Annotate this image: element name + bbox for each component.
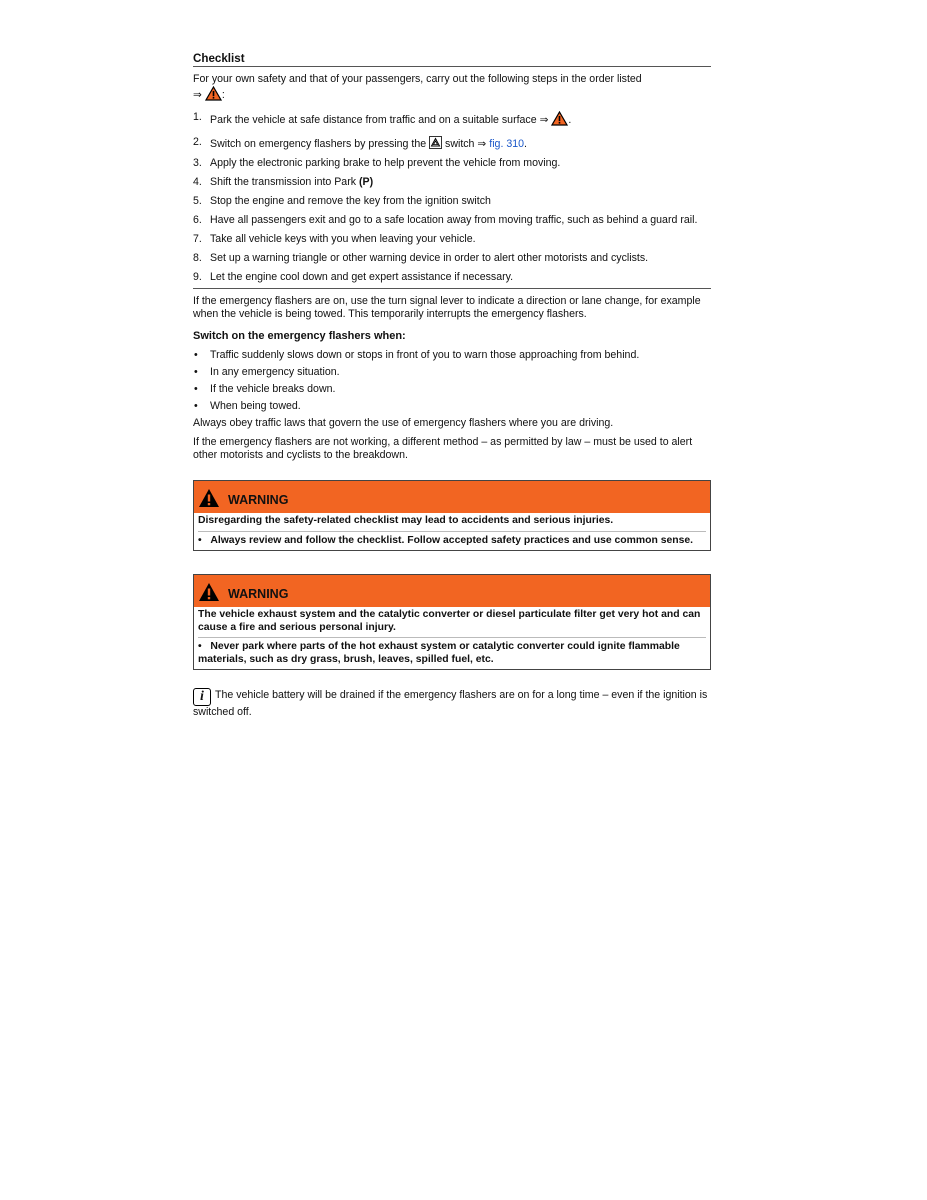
step-number: 4. xyxy=(193,176,202,188)
warning-title: WARNING xyxy=(228,586,289,601)
warning-box xyxy=(193,480,711,551)
list-item xyxy=(193,233,711,246)
list-item xyxy=(193,214,711,227)
park-symbol: (P) xyxy=(358,176,374,188)
info-icon: i xyxy=(193,688,211,706)
warning-triangle-icon xyxy=(198,582,220,602)
list-item xyxy=(193,176,711,189)
page-content xyxy=(193,52,711,719)
switch-on-heading: Switch on the emergency flashers when: xyxy=(193,330,406,342)
step-text: Have all passengers exit and go to a safe location away from moving traffic, such as behind a guard rail. xyxy=(210,214,698,226)
step-text: Let the engine cool down and get expert assistance if necessary. xyxy=(210,271,514,283)
list-item xyxy=(193,400,711,413)
step-text: Switch on emergency flashers by pressing the xyxy=(210,138,427,150)
bullet-dot: • xyxy=(194,400,198,412)
intro-colon: : xyxy=(221,89,225,101)
warning-body xyxy=(194,607,710,669)
step-text: Set up a warning triangle or other warning device in order to alert other motorists and cyclists. xyxy=(210,252,649,264)
step-text: Take all vehicle keys with you when leaving your vehicle. xyxy=(210,233,476,245)
warning-triangle-icon xyxy=(205,86,222,101)
obey-laws-text: Always obey traffic laws that govern the use of emergency flashers where you are driving. xyxy=(193,417,614,429)
divider xyxy=(193,288,711,289)
step-text-switch: switch xyxy=(445,138,475,150)
step-text: Park the vehicle at safe distance from traffic and on a suitable surface xyxy=(210,114,537,126)
warning-header xyxy=(194,481,710,513)
step-number: 3. xyxy=(193,157,202,169)
intro-text: For your own safety and that of your passengers, carry out the following steps in the order listed xyxy=(193,73,642,85)
list-item xyxy=(193,195,711,208)
list-item xyxy=(193,157,711,170)
list-item xyxy=(193,252,711,265)
step-text: Shift the transmission into Park xyxy=(210,176,357,188)
warning-action-text: Never park where parts of the hot exhaust system or catalytic converter could ignite flammable materials, such as dry grass, brush, leaves, spilled fuel, etc. xyxy=(198,641,680,665)
bullet-text: If the vehicle breaks down. xyxy=(210,383,336,395)
list-item xyxy=(193,383,711,396)
arrow-symbol: ⇒ xyxy=(193,89,202,101)
warning-action: • Always review and follow the checklist. Follow accepted safety practices and use common sense. xyxy=(198,534,694,546)
step-end: . xyxy=(524,138,527,150)
turn-signal-note: If the emergency flashers are on, use the turn signal lever to indicate a direction or lane change, for example when the vehicle is being towed. This temporarily interrupts the emergency flashers. xyxy=(193,295,701,320)
bullet-text: When being towed. xyxy=(210,400,301,412)
bullet-dot: • xyxy=(194,383,198,395)
list-item xyxy=(193,366,711,379)
bullet-dot: • xyxy=(194,349,198,361)
step-number: 5. xyxy=(193,195,202,207)
bullet-text: In any emergency situation. xyxy=(210,366,340,378)
step-number: 9. xyxy=(193,271,202,283)
list-item xyxy=(193,349,711,362)
switch-on-list xyxy=(193,349,711,413)
arrow-symbol: ⇒ xyxy=(477,138,487,150)
checklist-heading: Checklist xyxy=(193,52,711,67)
warning-header xyxy=(194,575,710,607)
fig-310-link[interactable]: fig. 310 xyxy=(489,138,525,150)
list-item xyxy=(193,271,711,284)
warning-title: WARNING xyxy=(228,492,289,507)
warning-body xyxy=(194,513,710,550)
step-text: Stop the engine and remove the key from the ignition switch xyxy=(210,195,491,207)
step-number: 2. xyxy=(193,136,202,148)
hazard-switch-icon xyxy=(429,136,442,149)
arrow-symbol: ⇒ xyxy=(539,114,549,126)
bullet-text: Traffic suddenly slows down or stops in front of you to warn those approaching from behind. xyxy=(210,349,640,361)
list-item: 1. Park the vehicle at safe distance from traffic and on a suitable surface ⇒ . xyxy=(193,111,572,126)
warning-triangle-icon xyxy=(198,488,220,508)
warning-statement: The vehicle exhaust system and the catalytic converter or diesel particulate filter get very hot and can cause a fire and serious personal injury. xyxy=(198,609,706,638)
info-note-text: The vehicle battery will be drained if the emergency flashers are on for a long time – even if the ignition is switched off. xyxy=(193,689,708,718)
step-text: Apply the electronic parking brake to help prevent the vehicle from moving. xyxy=(210,157,561,169)
step-number: 8. xyxy=(193,252,202,264)
warning-triangle-icon xyxy=(551,111,568,126)
list-item xyxy=(193,136,711,151)
step-number: 1. xyxy=(193,111,202,123)
checklist-steps xyxy=(193,111,711,284)
warning-action: • Never park where parts of the hot exhaust system or catalytic converter could ignite flammable materials, such as dry grass, brush, leaves, spilled fuel, etc. xyxy=(198,641,680,665)
warning-statement: Disregarding the safety-related checklist may lead to accidents and serious injuries. xyxy=(198,515,706,532)
bullet-dot: • xyxy=(194,366,198,378)
step-number: 6. xyxy=(193,214,202,226)
warning-action-text: Always review and follow the checklist. Follow accepted safety practices and use common sense. xyxy=(210,534,694,546)
not-working-text: If the emergency flashers are not working, a different method – as permitted by law – must be used to alert other motorists and cyclists to the breakdown. xyxy=(193,436,693,461)
info-note xyxy=(193,688,711,719)
warning-box xyxy=(193,574,711,670)
step-number: 7. xyxy=(193,233,202,245)
checklist-intro xyxy=(193,73,711,102)
